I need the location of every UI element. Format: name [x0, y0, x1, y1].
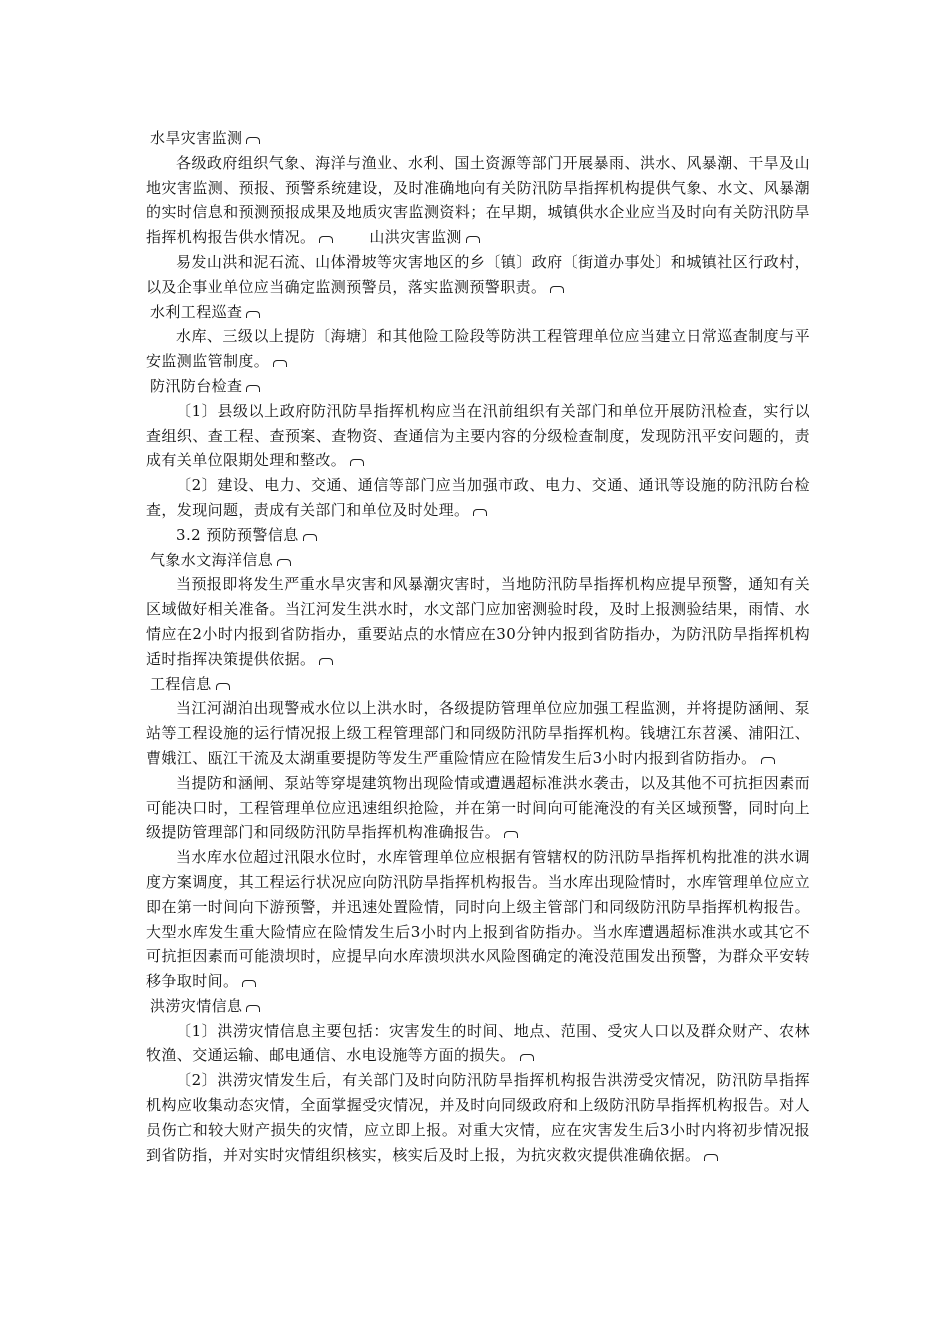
paragraph-mark-icon — [350, 459, 364, 466]
heading-text: 工程信息 — [150, 674, 212, 693]
paragraph-mark-icon — [246, 137, 260, 144]
paragraph-text: 水库、三级以上提防〔海塘〕和其他险工险段等防洪工程管理单位应当建立日常巡查制度与平安监测监管制度。 — [146, 327, 810, 371]
heading-text: 气象水文海洋信息 — [150, 550, 274, 569]
paragraph-mark-icon — [319, 658, 333, 665]
section-heading — [146, 300, 810, 325]
paragraph-mark-icon — [242, 980, 256, 987]
paragraph-text: 当水库水位超过汛限水位时，水库管理单位应根据有管辖权的防汛防旱指挥机构批准的洪水调度方案调度，其工程运行状况应向防汛防旱指挥机构报告。当水库出现险情时，水库管理单位应立即在第一时间向下游预警，并迅速处置险情，同时向上级主管部门和同级防汛防旱指挥机构报告。大型水库发生重大险情应在险情发生后3小时内上报到省防指办。当水库遭遇超标准洪水或其它不可抗拒因素而可能溃坝时，应提早向水库溃坝洪水风险图确定的淹没范围发出预警，为群众平安转移争取时间。 — [146, 848, 810, 991]
heading-text: 水利工程巡查 — [150, 302, 243, 321]
paragraph-text: 易发山洪和泥石流、山体滑坡等灾害地区的乡〔镇〕政府〔街道办事处〕和城镇社区行政村，以及企事业单位应当确定监测预警员，落实监测预警职责。 — [146, 252, 810, 296]
paragraph-text: 当江河湖泊出现警戒水位以上洪水时，各级提防管理单位应加强工程监测，并将提防涵闸、泵站等工程设施的运行情况报上级工程管理部门和同级防汛防旱指挥机构。钱塘江东苕溪、浦阳江、曹娥江、瓯江干流及太湖重要提防等发生严重险情应在险情发生后3小时内报到省防指办。 — [146, 699, 810, 767]
paragraph-mark-icon — [761, 757, 775, 764]
paragraph-mark-icon — [246, 311, 260, 318]
heading-text: 防汛防台检查 — [150, 376, 243, 395]
paragraph-text: 〔2〕建设、电力、交通、通信等部门应当加强市政、电力、交通、通讯等设施的防汛防台检查，发现问题，责成有关部门和单位及时处理。 — [146, 476, 810, 519]
paragraph — [146, 572, 810, 671]
paragraph-text: 〔2〕洪涝灾情发生后，有关部门及时向防汛防旱指挥机构报告洪涝受灾情况，防汛防旱指挥机构应收集动态灾情，全面掌握受灾情况，并及时向同级政府和上级防汛防旱指挥机构报告。对人员伤亡和较大财产损失的灾情，应立即上报。对重大灾情，应在灾害发生后3小时内将初步情况报到省防指，并对实时灾情组织核实，核实后及时上报，为抗灾救灾提供准确依据。 — [146, 1071, 810, 1164]
paragraph — [146, 399, 810, 473]
section-heading — [146, 548, 810, 573]
paragraph — [146, 1068, 810, 1167]
paragraph — [146, 473, 810, 523]
section-title-text: 3.2 预防预警信息 — [176, 525, 299, 544]
paragraph-mark-icon — [303, 534, 317, 541]
paragraph-mark-icon — [520, 1054, 534, 1061]
paragraph — [146, 151, 810, 250]
section-heading — [146, 126, 810, 151]
paragraph — [146, 250, 810, 300]
paragraph-text: 各级政府组织气象、海洋与渔业、水利、国土资源等部门开展暴雨、洪水、风暴潮、干旱及山地灾害监测、预报、预警系统建设，及时准确地向有关防汛防旱指挥机构提供气象、水文、风暴潮的实时信息和预测预报成果及地质灾害监测资料；在早期，城镇供水企业应当及时向有关防汛防旱指挥机构报告供水情况。 — [146, 153, 810, 247]
paragraph-mark-icon — [319, 236, 333, 243]
paragraph — [146, 696, 810, 770]
paragraph-mark-icon — [216, 683, 230, 690]
paragraph-mark-icon — [466, 236, 480, 243]
section-heading — [146, 672, 810, 697]
paragraph — [146, 1019, 810, 1069]
inline-heading: 山洪灾害监测 — [369, 228, 462, 247]
paragraph-mark-icon — [246, 1005, 260, 1012]
paragraph-mark-icon — [473, 509, 487, 516]
section-heading — [146, 994, 810, 1019]
section-heading — [146, 374, 810, 399]
paragraph — [146, 324, 810, 374]
heading-text: 水旱灾害监测 — [150, 129, 243, 147]
paragraph-mark-icon — [277, 559, 291, 566]
paragraph-mark-icon — [504, 831, 518, 838]
paragraph-text: 〔1〕县级以上政府防汛防旱指挥机构应当在汛前组织有关部门和单位开展防汛检查，实行以查组织、查工程、查预案、查物资、查通信为主要内容的分级检查制度，发现防汛平安问题的，责成有关单位限期处理和整改。 — [146, 401, 810, 470]
section-title — [146, 523, 810, 548]
document-body — [146, 126, 810, 1167]
paragraph-mark-icon — [704, 1154, 718, 1161]
paragraph — [146, 771, 810, 845]
paragraph-text: 当提防和涵闸、泵站等穿堤建筑物出现险情或遭遇超标准洪水袭击，以及其他不可抗拒因素而可能决口时，工程管理单位应迅速组织抢险，并在第一时间向可能淹没的有关区域预警，同时向上级提防管理部门和同级防汛防旱指挥机构准确报告。 — [146, 773, 810, 842]
paragraph-mark-icon — [246, 385, 260, 392]
paragraph — [146, 845, 810, 994]
paragraph-mark-icon — [550, 286, 564, 293]
paragraph-text: 〔1〕洪涝灾情信息主要包括：灾害发生的时间、地点、范围、受灾人口以及群众财产、农林牧渔、交通运输、邮电通信、水电设施等方面的损失。 — [146, 1021, 810, 1065]
paragraph-mark-icon — [273, 360, 287, 367]
heading-text: 洪涝灾情信息 — [150, 996, 243, 1015]
paragraph-text: 当预报即将发生严重水旱灾害和风暴潮灾害时，当地防汛防旱指挥机构应提早预警，通知有关区域做好相关准备。当江河发生洪水时，水文部门应加密测验时段，及时上报测验结果，雨情、水情应在2小时内报到省防指办，重要站点的水情应在30分钟内报到省防指办，为防汛防旱指挥机构适时指挥决策提供依据。 — [146, 575, 810, 668]
